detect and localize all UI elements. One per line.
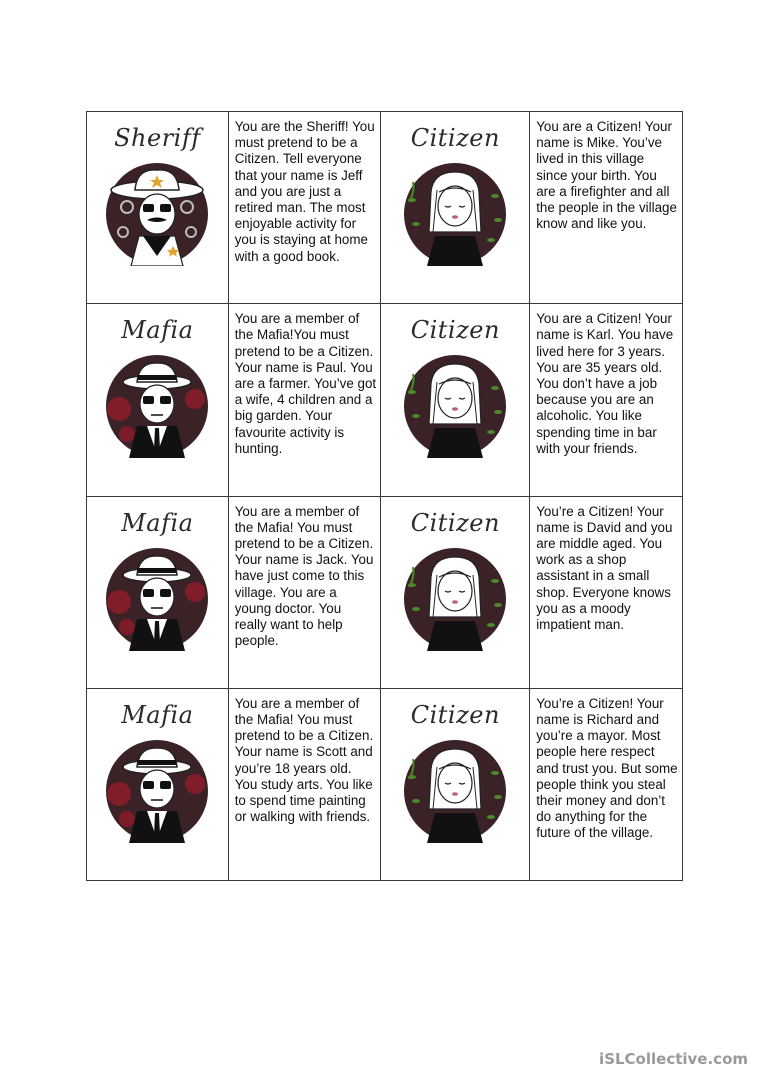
- role-cards-table: [86, 111, 683, 881]
- role-description-cell: [228, 304, 381, 496]
- role-description-cell: [530, 496, 683, 688]
- citizen-portrait-icon: [403, 162, 507, 271]
- citizen-portrait-icon: [403, 547, 507, 656]
- role-title: Sheriff: [114, 124, 201, 152]
- card-row: [87, 496, 683, 688]
- role-image-cell: [87, 496, 229, 688]
- sheriff-portrait-icon: [105, 162, 209, 271]
- card-row: [87, 688, 683, 880]
- role-image-cell: [381, 304, 530, 496]
- role-description: You are a member of the Mafia! You must pretend to be a Citizen. Your name is Scott and you’re 18 years old. You study arts. You like to spend time painting or walking with friends.: [234, 695, 374, 825]
- role-description: You are a Citizen! Your name is Karl. You have lived here for 3 years. You are 35 years old. You don’t have a job because you are an alcoholic. You like spending time in bar with your friends.: [536, 311, 674, 456]
- role-description: You are a Citizen! Your name is Mike. You’ve lived in this village since your birth. You are a firefighter and all the people in the village know and like you.: [536, 119, 677, 232]
- role-image-cell: [87, 688, 229, 880]
- citizen-portrait-icon: [403, 739, 507, 848]
- role-description: You are the Sheriff! You must pretend to be a Citizen. Tell everyone that your name is Jeff and you are just a retired man. The most enjoyable activity for you is staying at home with a good book.: [234, 119, 375, 264]
- role-title: Citizen: [410, 508, 500, 537]
- role-description-cell: [228, 688, 381, 880]
- role-description-cell: [530, 304, 683, 496]
- role-description: You are a member of the Mafia! You must pretend to be a Citizen. Your name is Jack. You have just come to this village. You are a young doctor. You really want to help people.: [234, 503, 374, 649]
- role-image-cell: [381, 496, 530, 688]
- mafia-portrait-icon: [105, 354, 209, 463]
- role-description: You’re a Citizen! Your name is Richard and you’re a mayor. Most people here respect and trust you. But some people think you steal their money and don’t do anything for the future of the village.: [536, 695, 678, 841]
- card-row: [87, 112, 683, 304]
- mafia-portrait-icon: [105, 547, 209, 656]
- role-image-cell: [381, 112, 530, 304]
- role-title: Mafia: [121, 316, 194, 345]
- role-image-cell: [87, 304, 229, 496]
- mafia-portrait-icon: [105, 739, 209, 848]
- role-description: You are a member of the Mafia!You must pretend to be a Citizen. Your name is Paul. You are a farmer. You’ve got a wife, 4 children and a big garden. Your favourite activity is hunting.: [234, 311, 377, 456]
- role-description-cell: [530, 688, 683, 880]
- role-title: Citizen: [410, 700, 500, 729]
- role-title: Mafia: [121, 700, 194, 729]
- role-image-cell: [381, 688, 530, 880]
- role-description-cell: [228, 496, 381, 688]
- role-image-cell: [87, 112, 229, 304]
- role-title: Citizen: [410, 124, 500, 152]
- role-description-cell: [530, 112, 683, 304]
- citizen-portrait-icon: [403, 354, 507, 463]
- role-description: You’re a Citizen! Your name is David and you are middle aged. You work as a shop assistant in a small shop. Everyone knows you as a moody impatient man.: [536, 503, 673, 632]
- role-title: Citizen: [410, 316, 500, 345]
- role-description-cell: [228, 112, 381, 304]
- watermark: iSLCollective.com: [599, 1050, 748, 1068]
- card-row: [87, 304, 683, 496]
- role-title: Mafia: [121, 508, 194, 537]
